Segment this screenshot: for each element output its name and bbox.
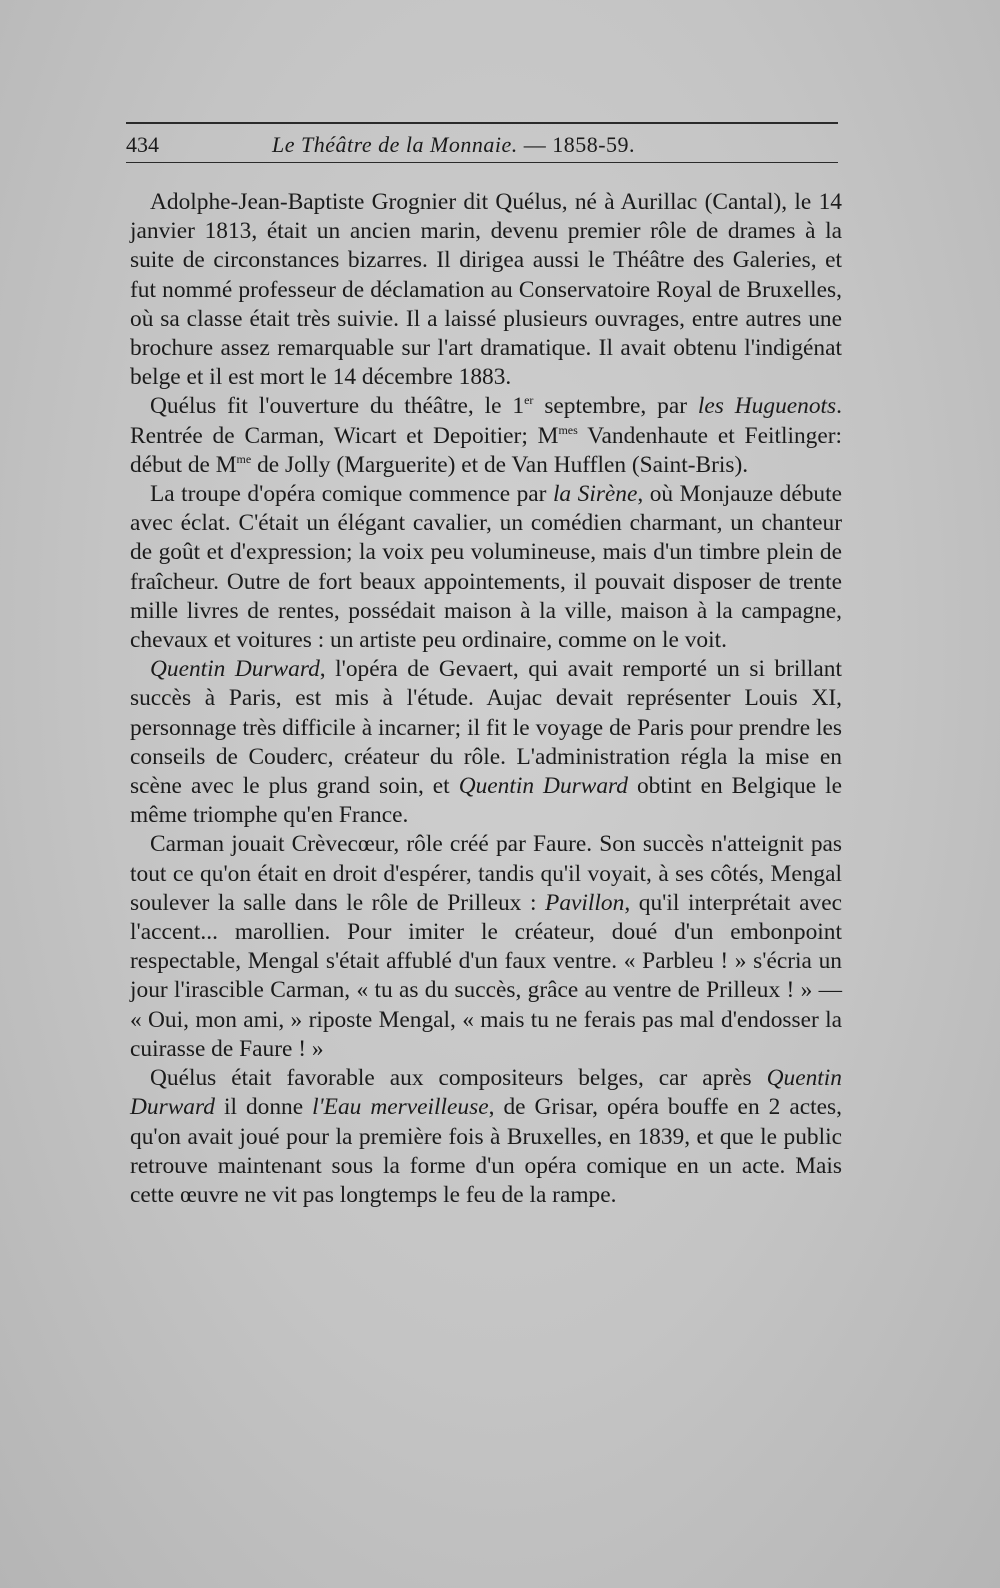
text-run: , de Grisar, opéra bouffe en 2 actes, qu'on avait joué pour la première fois à Bruxelles, en 1839, et que le public retrouve maintenant sous la forme d'un opéra comique en un acte. Mais cette œuvre ne vit pas longtemps le feu de la rampe.: [130, 1094, 842, 1208]
work-title: les Huguenots: [697, 393, 837, 420]
text-run: La troupe d'opéra comique commence par: [150, 481, 553, 508]
header-rule-top: [126, 122, 838, 124]
text-run: Quélus était favorable aux compositeurs belges, car après: [150, 1065, 767, 1092]
work-title: la Sirène: [552, 481, 638, 508]
running-header: [126, 122, 838, 168]
body-text: [130, 188, 842, 1210]
text-run: , où Monjauze débute avec éclat. C'était un élégant cavalier, un comédien charmant, un chanteur de goût et d'expression; la voix peu volumineuse, mais d'un timbre plein de fraîcheur. Outre de fort beaux appointements, il pouvait disposer de trente mille livres de rentes, possédait maison à la ville, maison à la campagne, chevaux et voitures : un artiste peu ordinaire, comme on le voit.: [130, 481, 842, 654]
work-title: Pavillon: [545, 889, 625, 916]
work-title: l'Eau merveilleuse: [312, 1094, 489, 1121]
text-run: . Rentrée de Carman, Wicart et Depoitier; M: [130, 393, 842, 449]
paragraph-1: Adolphe-Jean-Baptiste Grognier dit Quélus, né à Aurillac (Cantal), le 14 janvier 1813, était un ancien marin, devenu premier rôle de drames à la suite de circonstances bizarres. Il dirigea aussi le Théâtre des Galeries, et fut nommé professeur de déclamation au Conservatoire Royal de Bruxelles, où sa classe était très suivie. Il a laissé plusieurs ouvrages, entre autres une brochure assez remarquable sur l'art dramatique. Il avait obtenu l'indigénat belge et il est mort le 14 décembre 1883.: [130, 189, 842, 391]
work-title: Quentin Durward: [150, 656, 320, 683]
superscript: me: [236, 451, 252, 466]
work-title: Quentin Durward: [130, 1065, 842, 1121]
paragraph-4: [130, 655, 842, 830]
superscript: er: [524, 393, 534, 408]
paragraph-6: [130, 1064, 842, 1210]
text-run: il donne: [214, 1094, 313, 1121]
text-run: de Jolly (Marguerite) et de Van Hufflen (Saint-Bris).: [251, 451, 749, 478]
text-run: septembre, par: [533, 393, 698, 420]
paragraph-2: [130, 392, 842, 480]
running-title-date: — 1858-59.: [523, 132, 636, 157]
text-run: Vandenhaute et Feitlinger: début de M: [130, 422, 843, 478]
text-run: Carman jouait Crèvecœur, rôle créé par Faure. Son succès n'atteignit pas tout ce qu'on était en droit d'espérer, tandis qu'il voyait, à ses côtés, Mengal soulever la salle dans le rôle de Prilleux :: [130, 831, 842, 916]
running-title: [272, 132, 635, 158]
text-run: , qu'il interprétait avec l'accent... marollien. Pour imiter le créateur, doué d'un embonpoint respectable, Mengal s'était affublé d'un faux ventre. « Parbleu ! » s'écria un jour l'irascible Carman, « tu as du succès, grâce au ventre de Prilleux ! » — « Oui, mon ami, » riposte Mengal, « mais tu ne ferais pas mal d'endosser la cuirasse de Faure ! »: [130, 889, 842, 1062]
work-title: Quentin Durward: [458, 773, 628, 800]
text-run: Quélus fit l'ouverture du théâtre, le 1: [150, 393, 525, 420]
running-title-text: Le Théâtre de la Monnaie.: [272, 132, 518, 157]
text-run: , l'opéra de Gevaert, qui avait remporté un si brillant succès à Paris, est mis à l'étude. Aujac devait représenter Louis XI, personnage très difficile à incarner; il fit le voyage de Paris pour prendre les conseils de Couderc, créateur du rôle. L'administration régla la mise en scène avec le plus grand soin, et: [130, 656, 843, 800]
paragraph-5: [130, 830, 842, 1064]
paragraph-3: [130, 480, 842, 655]
text-run: obtint en Belgique le même triomphe qu'en France.: [130, 773, 842, 829]
superscript: mes: [558, 422, 578, 437]
page-number: 434: [126, 132, 159, 157]
header-rule-bottom: [126, 162, 838, 163]
